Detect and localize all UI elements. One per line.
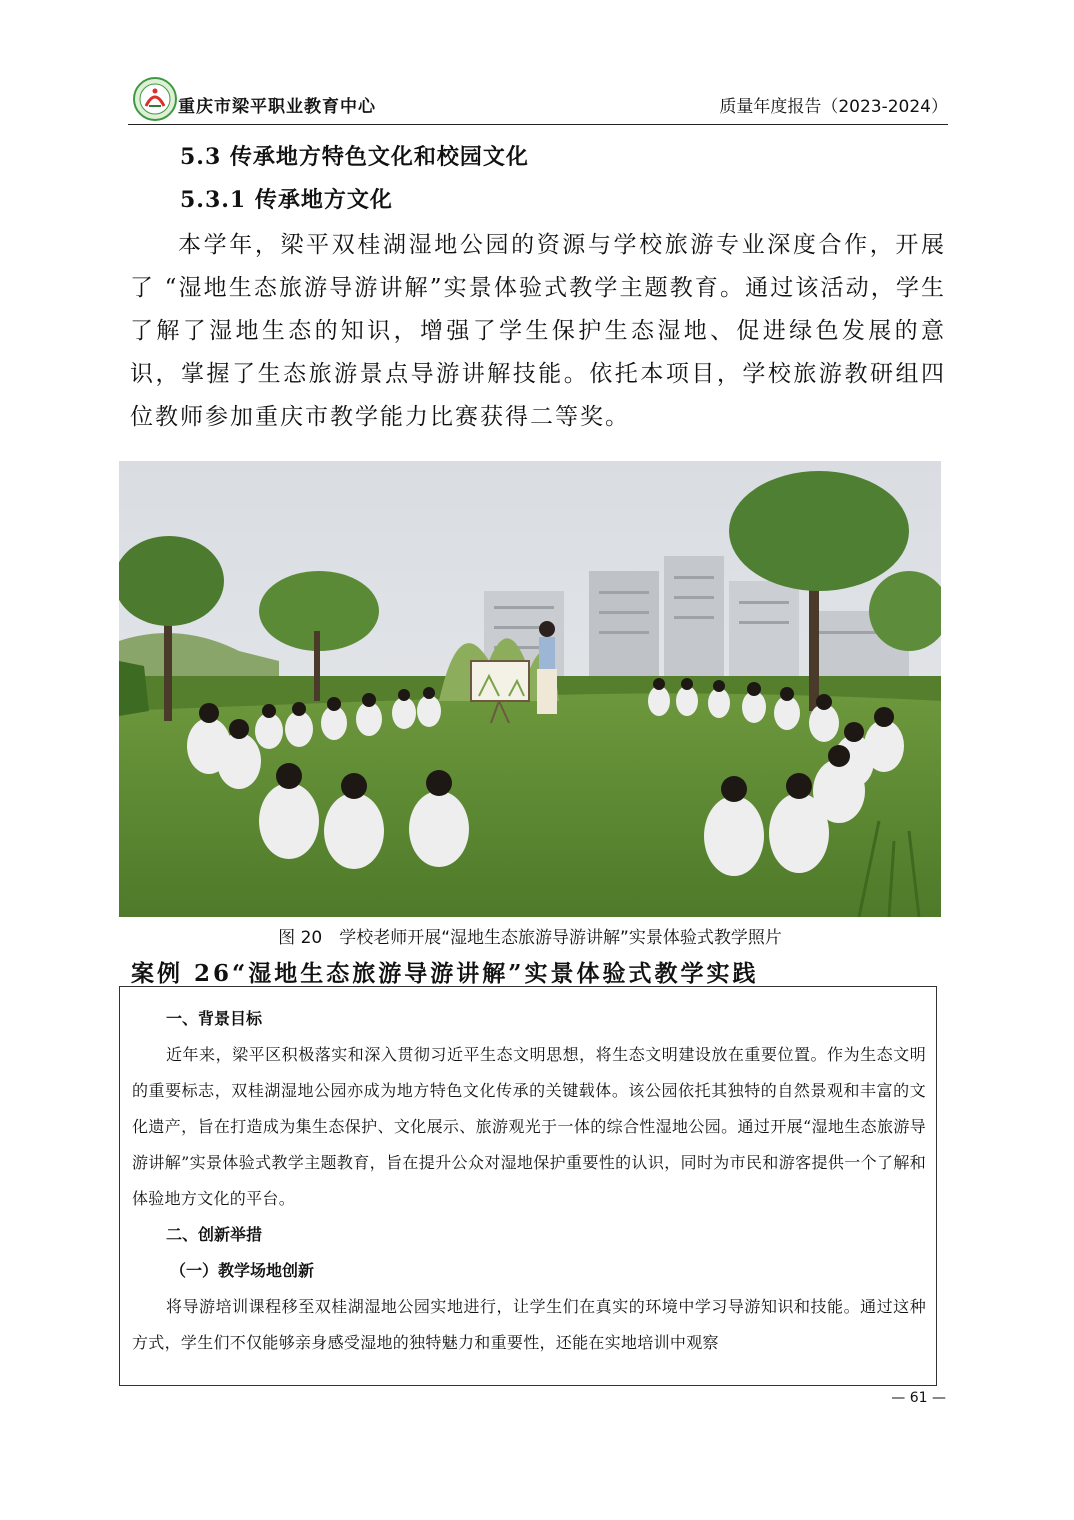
subsection-heading: 5.3.1 传承地方文化 (180, 187, 393, 213)
figure-caption: 图 20 学校老师开展“湿地生态旅游导游讲解”实景体验式教学照片 (278, 928, 782, 948)
case-box (119, 986, 937, 1386)
case-title: 案例 26“湿地生态旅游导游讲解”实景体验式教学实践 (131, 960, 759, 987)
background-text: 近年来，梁平区积极落实和深入贯彻习近平生态文明思想，将生态文明建设放在重要位置。作为生态文明的重要标志，双桂湖湿地公园亦成为地方特色文化传承的关键载体。该公园依托其独特的自然景观和丰富的文化遗产，旨在打造成为集生态保护、文化展示、旅游观光于一体的综合性湿地公园。通过开展“湿地生态旅游导游讲解”实景体验式教学主题教育，旨在提升公众对湿地保护重要性的认识，同时为市民和游客提供一个了解和体验地方文化的平台。 (132, 1045, 926, 1208)
page-header (128, 72, 948, 125)
school-logo-icon (132, 76, 178, 122)
section-heading: 5.3 传承地方特色文化和校园文化 (180, 144, 529, 170)
intro-paragraph: 本学年，梁平双桂湖湿地公园的资源与学校旅游专业深度合作，开展了 “湿地生态旅游导游讲解”实景体验式教学主题教育。通过该活动，学生了解了湿地生态的知识，增强了学生保护生态湿地、促进绿色发展的意识，掌握了生态旅游景点导游讲解技能。依托本项目，学校旅游教研组四位教师参加重庆市教学能力比赛获得二等奖。 (130, 232, 946, 430)
innovation-text: 将导游培训课程移至双桂湖湿地公园实地进行，让学生们在真实的环境中学习导游知识和技能。通过这种方式，学生们不仅能够亲身感受湿地的独特魅力和重要性，还能在实地培训中观察 (132, 1297, 926, 1352)
venue-innovation-heading: （一）教学场地创新 (170, 1261, 315, 1280)
innovation-heading: 二、创新举措 (166, 1225, 263, 1244)
report-title: 质量年度报告（2023-2024） (719, 97, 948, 117)
background-heading: 一、背景目标 (166, 1009, 263, 1028)
school-name: 重庆市梁平职业教育中心 (178, 97, 376, 117)
page-number: — 61 — (891, 1390, 946, 1406)
wetland-teaching-photo (119, 461, 941, 917)
